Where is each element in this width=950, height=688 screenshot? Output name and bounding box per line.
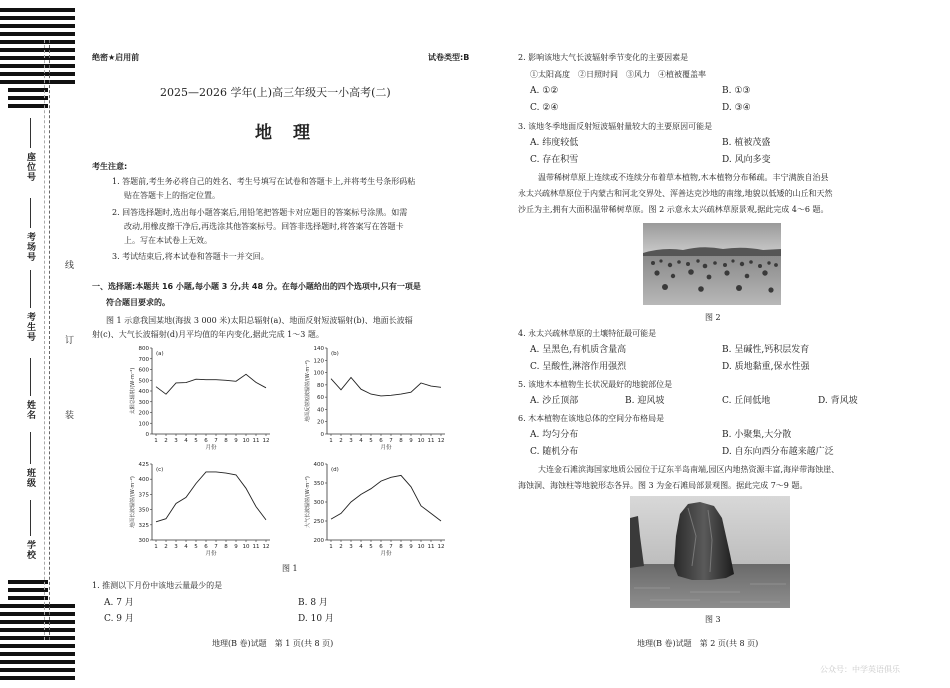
- notice-line: 1. 答题前,考生务必将自己的姓名、考生号填写在试卷和答题卡上,并将考生号条形码粘: [112, 177, 416, 186]
- y-tick-label: 350: [138, 507, 149, 514]
- y-tick-label: 100: [138, 421, 149, 428]
- x-tick-label: 2: [339, 544, 343, 550]
- binding-bar: [0, 652, 75, 656]
- x-tick-label: 3: [349, 438, 353, 444]
- q5-option-d: D. 背风坡: [818, 396, 858, 406]
- y-tick-label: 400: [313, 462, 324, 468]
- x-tick-label: 8: [399, 438, 403, 444]
- q3-option-b: B. 植被茂盛: [722, 138, 771, 148]
- y-tick-label: 120: [313, 358, 324, 365]
- binding-bar: [0, 72, 75, 76]
- x-tick-label: 1: [154, 438, 158, 444]
- paper-type: 试卷类型:B: [428, 53, 470, 62]
- x-tick-label: 2: [164, 544, 168, 550]
- y-axis-label: 大气长波辐射/(W·m⁻²): [305, 476, 311, 528]
- y-axis-label: 地面长波辐射/(W·m⁻²): [130, 476, 136, 528]
- school-line: [30, 500, 31, 536]
- q5-option-b: B. 迎风坡: [625, 396, 665, 406]
- q4-option-b: B. 呈碱性,钙积层发育: [722, 345, 810, 355]
- subject-title: 地 理: [255, 123, 312, 143]
- y-tick-label: 140: [313, 346, 324, 352]
- x-tick-label: 12: [437, 544, 445, 550]
- x-tick-label: 7: [214, 438, 218, 444]
- x-tick-label: 10: [242, 438, 250, 444]
- section-title: 一、选择题:本题共 16 小题,每小题 3 分,共 48 分。在每小题给出的四个选项中,只有一项是: [92, 282, 421, 291]
- binding-bar: [0, 8, 75, 12]
- q1-option-d: D. 10 月: [298, 614, 334, 624]
- binding-dashed-line: [44, 40, 45, 640]
- x-axis-label: 月份: [205, 551, 217, 557]
- x-tick-label: 5: [369, 438, 373, 444]
- x-tick-label: 3: [349, 544, 353, 550]
- intro-line: 射(c)、大气长波辐射(d)月平均值的年内变化,据此完成 1～3 题。: [92, 330, 324, 339]
- x-tick-label: 5: [194, 544, 198, 550]
- binding-bar: [0, 56, 75, 60]
- x-tick-label: 8: [224, 438, 228, 444]
- notice-line: 2. 回答选择题时,选出每小题答案后,用铅笔把答题卡对应题目的答案标号涂黑。如需: [112, 208, 408, 217]
- figure-3-caption: 图 3: [705, 615, 721, 624]
- y-tick-label: 100: [313, 370, 324, 377]
- passage-line: 大连金石滩滨海国家地质公园位于辽东半岛南端,园区内地热资源丰富,海岸带海蚀崖、: [538, 465, 840, 474]
- intro-line: 图 1 示意我国某地(海拔 3 000 米)太阳总辐射(a)、地面反射短波辐射(b)、地面长波辐: [106, 316, 413, 325]
- x-tick-label: 11: [252, 438, 260, 444]
- x-tick-label: 3: [174, 438, 178, 444]
- x-tick-label: 6: [379, 544, 383, 550]
- binding-bar: [8, 588, 48, 592]
- series-line: [331, 378, 441, 396]
- y-tick-label: 300: [138, 399, 149, 406]
- q6-option-b: B. 小聚集,大分散: [722, 430, 792, 440]
- q1-option-c: C. 9 月: [104, 614, 134, 624]
- q3-option-c: C. 存在积雪: [530, 155, 579, 165]
- x-tick-label: 9: [234, 438, 238, 444]
- x-tick-label: 2: [339, 438, 343, 444]
- x-tick-label: 7: [389, 438, 393, 444]
- y-axis-label: 太阳总辐射/(W·m⁻²): [130, 367, 136, 415]
- y-tick-label: 250: [313, 519, 324, 525]
- binding-bar: [0, 80, 75, 84]
- x-tick-label: 1: [329, 544, 333, 550]
- y-tick-label: 300: [313, 500, 324, 506]
- q3-option-d: D. 风向多变: [722, 155, 771, 165]
- x-tick-label: 9: [409, 544, 413, 550]
- exam-room-line: [30, 198, 31, 228]
- school-label: 学校: [25, 540, 35, 560]
- binding-bar: [0, 668, 75, 672]
- q6-option-a: A. 均匀分布: [530, 430, 579, 440]
- question-3: 3. 该地冬季地面反射短波辐射量较大的主要原因可能是: [518, 122, 713, 131]
- secret-label: 绝密★启用前: [92, 53, 140, 62]
- binding-bar: [0, 676, 75, 680]
- x-axis-label: 月份: [380, 445, 392, 451]
- page-2-footer: 地理(B 卷)试题 第 2 页(共 8 页): [637, 639, 759, 648]
- x-tick-label: 12: [262, 544, 270, 550]
- seal-char: 装: [63, 410, 73, 420]
- binding-bar: [0, 644, 75, 648]
- panel-label: (b): [331, 351, 339, 357]
- q4-option-a: A. 呈黑色,有机质含量高: [530, 345, 627, 355]
- exam-no-line: [30, 270, 31, 308]
- exam-no-label: 考生号: [25, 312, 35, 342]
- notice-line: 贴在答题卡上的指定位置。: [124, 191, 220, 200]
- exam-room-label: 考场号: [25, 232, 35, 262]
- watermark: 公众号：中学英语俱乐: [820, 665, 900, 674]
- y-tick-label: 200: [138, 410, 149, 417]
- passage-line: 温带稀树草原上连续或不连续分布着草本植物,木本植物分布稀疏。丰宁满族自治县: [538, 173, 829, 182]
- class-line: [30, 432, 31, 464]
- q2-option-d: D. ③④: [722, 103, 751, 113]
- x-tick-label: 5: [369, 544, 373, 550]
- figure-1-charts: [92, 342, 482, 564]
- binding-bar: [0, 64, 75, 68]
- y-tick-label: 700: [138, 356, 149, 363]
- panel-label: (d): [331, 467, 339, 473]
- q1-option-b: B. 8 月: [298, 598, 328, 608]
- binding-bar: [0, 636, 75, 640]
- class-label: 班级: [25, 468, 35, 488]
- question-5: 5. 该地木本植物生长状况最好的地貌部位是: [518, 380, 673, 389]
- name-line: [30, 358, 31, 396]
- y-tick-label: 40: [317, 407, 324, 414]
- x-tick-label: 7: [214, 544, 218, 550]
- binding-bar: [0, 24, 75, 28]
- x-tick-label: 6: [204, 544, 208, 550]
- q3-option-a: A. 纬度较低: [530, 138, 579, 148]
- y-tick-label: 400: [138, 477, 149, 484]
- binding-bar: [0, 48, 75, 52]
- x-tick-label: 10: [417, 438, 425, 444]
- q4-option-d: D. 质地黏重,保水性强: [722, 362, 810, 372]
- x-tick-label: 9: [234, 544, 238, 550]
- x-tick-label: 12: [262, 438, 270, 444]
- x-tick-label: 8: [399, 544, 403, 550]
- x-tick-label: 3: [174, 544, 178, 550]
- figure-1-caption: 图 1: [282, 564, 298, 573]
- x-tick-label: 4: [359, 438, 363, 444]
- q4-option-c: C. 呈酸性,淋溶作用强烈: [530, 362, 627, 372]
- q2-option-c: C. ②④: [530, 103, 559, 113]
- q6-option-d: D. 自东向西分布越来越广泛: [722, 447, 834, 457]
- y-tick-label: 300: [138, 538, 149, 544]
- name-label: 姓名: [25, 400, 35, 420]
- x-tick-label: 10: [242, 544, 250, 550]
- y-tick-label: 350: [313, 481, 324, 487]
- binding-bar: [0, 16, 75, 20]
- y-tick-label: 325: [138, 522, 149, 529]
- section-title-2: 符合题目要求的。: [106, 298, 170, 307]
- x-tick-label: 11: [427, 438, 435, 444]
- y-tick-label: 600: [138, 367, 149, 374]
- notice-title: 考生注意:: [92, 162, 128, 171]
- q2-option-a: A. ①②: [530, 86, 559, 96]
- q1-option-a: A. 7 月: [104, 598, 134, 608]
- binding-bar: [0, 604, 75, 608]
- x-tick-label: 10: [417, 544, 425, 550]
- q5-option-a: A. 沙丘顶部: [530, 396, 579, 406]
- seal-char: 线: [63, 260, 73, 270]
- x-tick-label: 2: [164, 438, 168, 444]
- y-tick-label: 400: [138, 389, 149, 395]
- seat-label: 座位号: [25, 152, 35, 182]
- series-line: [331, 475, 441, 521]
- binding-bar: [0, 620, 75, 624]
- binding-bar: [0, 32, 75, 36]
- q6-option-c: C. 随机分布: [530, 447, 579, 457]
- y-tick-label: 500: [138, 378, 149, 385]
- x-tick-label: 9: [409, 438, 413, 444]
- x-tick-label: 11: [427, 544, 435, 550]
- x-axis-label: 月份: [205, 445, 217, 451]
- y-tick-label: 0: [145, 432, 149, 438]
- binding-bar: [8, 96, 48, 100]
- seat-line: [30, 118, 31, 148]
- x-tick-label: 1: [329, 438, 333, 444]
- y-axis-label: 地面反射短波辐射/(W·m⁻²): [305, 360, 311, 422]
- binding-bar: [8, 580, 48, 584]
- x-tick-label: 11: [252, 544, 260, 550]
- series-line: [156, 374, 266, 394]
- binding-bar: [0, 628, 75, 632]
- figure-2-grassland-photo: [643, 223, 781, 305]
- x-tick-label: 7: [389, 544, 393, 550]
- y-tick-label: 0: [320, 432, 324, 438]
- figure-3-sea-stack-photo: [630, 496, 790, 608]
- x-tick-label: 6: [379, 438, 383, 444]
- y-tick-label: 60: [317, 395, 324, 402]
- q5-option-c: C. 丘间低地: [722, 396, 771, 406]
- x-tick-label: 1: [154, 544, 158, 550]
- page-1-footer: 地理(B 卷)试题 第 1 页(共 8 页): [212, 639, 334, 648]
- x-tick-label: 4: [359, 544, 363, 550]
- binding-dashed-line: [49, 40, 50, 640]
- binding-bar: [0, 612, 75, 616]
- question-2: 2. 影响该地大气长波辐射季节变化的主要因素是: [518, 53, 689, 62]
- y-tick-label: 425: [138, 462, 149, 468]
- binding-bar: [8, 88, 48, 92]
- notice-line: 改动,用橡皮擦干净后,再选涂其他答案标号。回答非选择题时,将答案写在答题卡: [124, 222, 404, 231]
- x-tick-label: 8: [224, 544, 228, 550]
- y-tick-label: 200: [313, 538, 324, 544]
- panel-label: (a): [156, 351, 164, 357]
- question-6: 6. 木本植物在该地总体的空间分布格局是: [518, 414, 665, 423]
- x-tick-label: 6: [204, 438, 208, 444]
- figure-2-caption: 图 2: [705, 313, 721, 322]
- binding-bar: [0, 660, 75, 664]
- x-tick-label: 12: [437, 438, 445, 444]
- x-axis-label: 月份: [380, 551, 392, 557]
- y-tick-label: 800: [138, 346, 149, 352]
- y-tick-label: 20: [317, 419, 324, 426]
- passage-line: 永太兴疏林草原位于内蒙古和河北交界处、浑善达克沙地的南缘,地貌以低矮的山丘和天然: [518, 189, 833, 198]
- exam-title: 2025—2026 学年(上)高三年级天一小高考(二): [160, 86, 391, 99]
- question-4: 4. 永太兴疏林草原的土壤特征最可能是: [518, 329, 657, 338]
- x-tick-label: 5: [194, 438, 198, 444]
- passage-line: 沙丘为主,拥有大面积温带稀树草原。图 2 示意永太兴疏林草原景观,据此完成 4～6 题。: [518, 205, 829, 214]
- binding-bar: [0, 40, 75, 44]
- notice-line: 3. 考试结束后,将本试卷和答题卡一并交回。: [112, 252, 269, 261]
- notice-line: 上。写在本试卷上无效。: [124, 236, 212, 245]
- question-1: 1. 推测以下月份中该地云量最少的是: [92, 581, 223, 590]
- series-line: [156, 472, 266, 522]
- q2-items: ①太阳高度 ②日照时间 ③风力 ④植被覆盖率: [530, 70, 706, 79]
- y-tick-label: 80: [317, 382, 324, 389]
- seal-char: 订: [63, 335, 73, 345]
- y-tick-label: 375: [138, 492, 149, 499]
- passage-line: 海蚀洞、海蚀柱等地貌形态各异。图 3 为金石滩局部景观图。据此完成 7～9 题。: [518, 481, 808, 490]
- q2-option-b: B. ①③: [722, 86, 751, 96]
- panel-label: (c): [156, 467, 164, 473]
- x-tick-label: 4: [184, 438, 188, 444]
- binding-bar: [8, 104, 48, 108]
- binding-bar: [8, 596, 48, 600]
- x-tick-label: 4: [184, 544, 188, 550]
